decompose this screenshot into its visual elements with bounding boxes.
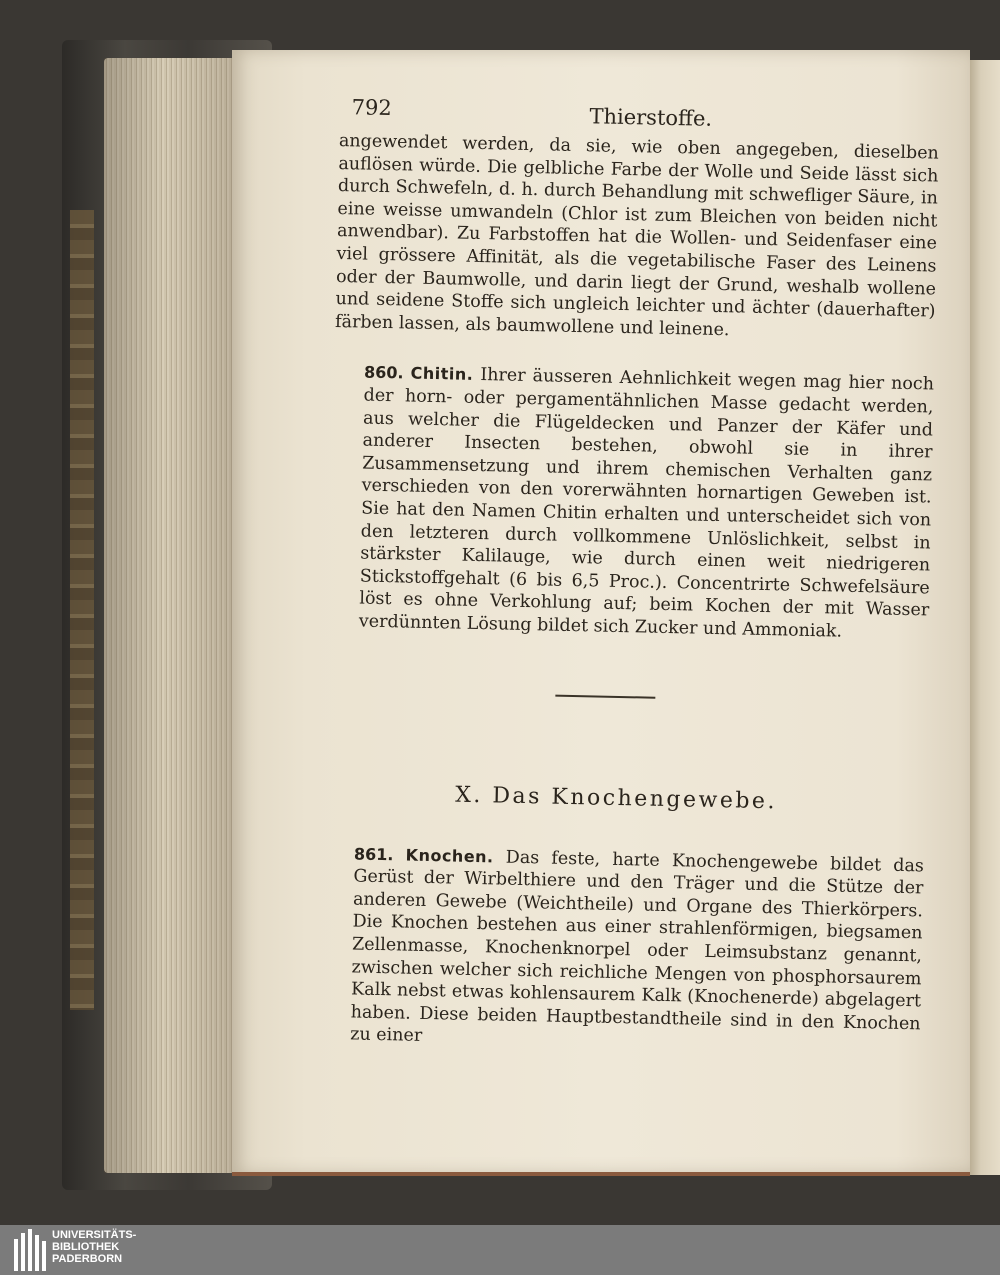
paragraph-chitin bbox=[329, 361, 935, 645]
facing-page-edge bbox=[968, 60, 1000, 1175]
page-text bbox=[320, 90, 940, 1058]
paragraph-number: 860. bbox=[363, 362, 404, 383]
paragraph-text: Ihrer äusseren Aehnlichkeit wegen mag hier noch der horn- oder pergamentähnlichen Masse gedacht werden, aus welcher die Flügeldecken und Panzer der Käfer und anderer Insecten bestehen, obwohl sie in ihrer Zusammensetzung und ihrem chemischen Verhalten ganz verschieden von den vorerwähnten hornartigen Geweben ist. Sie hat den Namen Chitin erhalten und unterscheidet sich von den letzteren durch vollkommene Unlöslichkeit, selbst in stärkster Kalilauge, wie durch einen weit niedrigeren Stickstoffgehalt (6 bis 6,5 Proc.). Concentrirte Schwefelsäure löst es ohne Verkohlung auf; beim Kochen der mit Wasser verdünnten Lösung bildet sich Zucker und Ammoniak. bbox=[358, 365, 935, 642]
library-footer bbox=[0, 1225, 1000, 1275]
page-bottom-edge bbox=[232, 1172, 970, 1176]
running-head: Thierstoffe. bbox=[589, 104, 713, 131]
paragraph-keyword: Chitin. bbox=[410, 363, 474, 385]
paragraph: angewendet werden, da sie, wie oben angegeben, dieselben auflösen würde. Die gelbliche Farbe der Wolle und Seide lässt sich durch Schwefeln, d. h. durch Behandlung mit schwefliger Säure, in eine weisse umwandeln (Chlor ist zum Bleichen von beiden nicht anwendbar). Zu Farbstoffen hat die Wollen- und Seidenfaser eine viel grössere Affinität, als die vegetabilische Faser des Leinens oder der Baumwolle, und darin liegt der Grund, weshalb wollene und seidene Stoffe sich ungleich leichter und ächter (dauerhafter) färben lassen, als baumwollene und leinene. bbox=[334, 130, 940, 340]
paragraph-text: Das feste, harte Knochengewebe bildet das Gerüst der Wirbelthiere und den Träger und die Stütze der anderen Gewebe (Weichtheile) und Organe des Thierkörpers. Die Knochen bestehen aus einer strahlenförmigen, biegsamen Zellenmasse, Knochenknorpel oder Leimsubstanz genannt, zwischen welcher sich reichliche Mengen von phosphorsaurem Kalk nebst etwas kohlensaurem Kalk (Knochenerde) abgelagert haben. Diese beiden Hauptbestandtheile sind in den Knochen zu einer bbox=[350, 846, 925, 1047]
page-number: 792 bbox=[351, 95, 392, 121]
library-name: UNIVERSITÄTS- BIBLIOTHEK PADERBORN bbox=[52, 1229, 137, 1265]
paragraph-knochen bbox=[320, 842, 924, 1058]
book-spine bbox=[70, 210, 94, 1010]
paragraph-keyword: Knochen. bbox=[405, 845, 494, 866]
section-title: X. Das Knochengewebe. bbox=[454, 782, 778, 815]
paragraph-number: 861. bbox=[353, 844, 394, 864]
section-divider bbox=[555, 695, 655, 699]
